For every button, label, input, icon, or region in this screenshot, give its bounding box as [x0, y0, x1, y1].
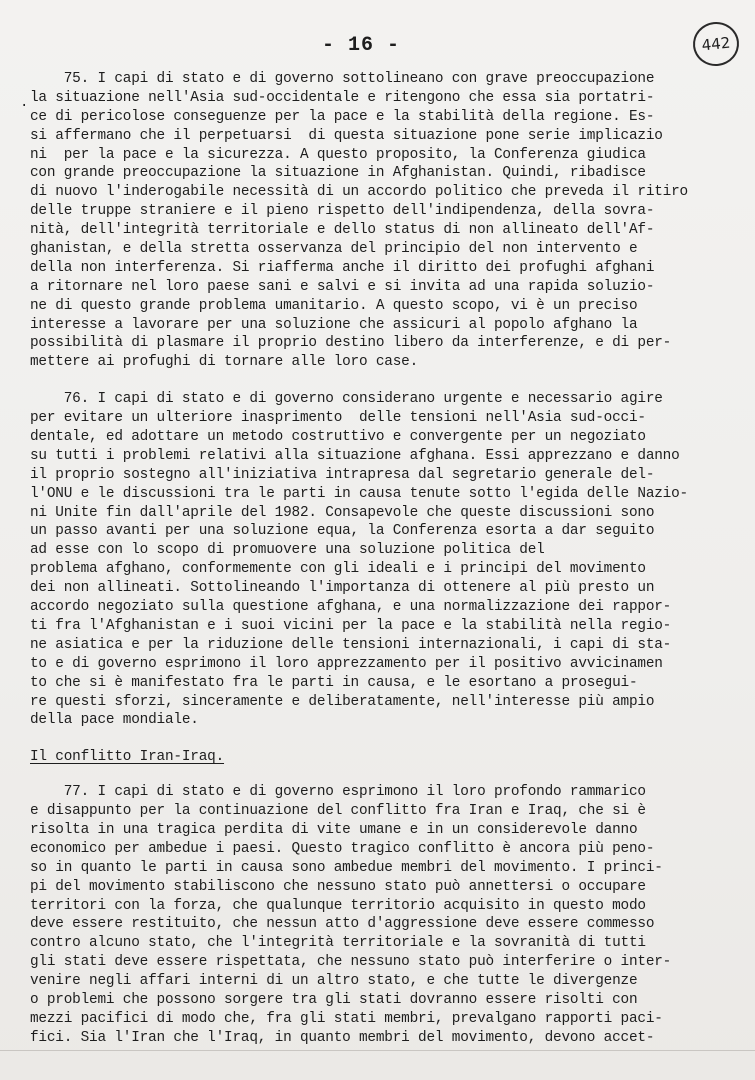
text-line: interesse a lavorare per una soluzione che assicuri al popolo afghano la	[30, 316, 638, 333]
text-line: delle truppe straniere e il pieno rispetto dell'indipendenza, della sovra-	[30, 203, 655, 220]
text-line: con grande preoccupazione la situazione in Afghanistan. Quindi, ribadisce	[30, 165, 646, 182]
section-heading: Il conflitto Iran-Iraq.	[30, 749, 225, 766]
text-line: mezzi pacifici di modo che, fra gli stati membri, prevalgano rapporti paci-	[30, 1010, 663, 1027]
text-line: su tutti i problemi relativi alla situazione afghana. Essi apprezzano e danno	[30, 447, 680, 464]
text-line: contro alcuno stato, che l'integrità territoriale e la sovranità di tutti	[30, 935, 646, 952]
page-edge	[0, 1050, 755, 1051]
text-line: l'ONU e le discussioni tra le parti in causa tenute sotto l'egida delle Nazio-	[30, 485, 688, 502]
paragraph-75	[30, 70, 730, 372]
text-line: e disappunto per la continuazione del conflitto fra Iran e Iraq, che si è	[30, 803, 646, 820]
text-line: 77. I capi di stato e di governo esprimono il loro profondo rammarico	[30, 784, 646, 801]
text-line: di nuovo l'inderogabile necessità di un accordo politico che preveda il ritiro	[30, 184, 688, 201]
text-line: ni per la pace e la sicurezza. A questo proposito, la Conferenza giudica	[30, 146, 646, 163]
text-line: territori con la forza, che qualunque territorio acquisito in questo modo	[30, 897, 646, 914]
text-line: ne asiatica e per la riduzione delle tensioni internazionali, i capi di sta-	[30, 636, 672, 653]
document-body	[30, 70, 730, 1048]
text-line: della non interferenza. Si riafferma anche il diritto dei profughi afghani	[30, 259, 655, 276]
text-line: to e di governo esprimono il loro apprezzamento per il positivo avvicinamen	[30, 655, 663, 672]
text-line: la situazione nell'Asia sud-occidentale e ritengono che essa sia portatri-	[30, 89, 655, 106]
text-line: mettere ai profughi di tornare alle loro case.	[30, 354, 419, 371]
text-line: venire negli affari interni di un altro stato, e che tutte le divergenze	[30, 973, 638, 990]
text-line: possibilità di plasmare il proprio destino libero da interferenze, e di per-	[30, 335, 672, 352]
paragraph-77	[30, 783, 730, 1047]
text-line: 76. I capi di stato e di governo considerano urgente e necessario agire	[30, 391, 663, 408]
text-line: accordo negoziato sulla questione afghana, e una normalizzazione dei rappor-	[30, 599, 672, 616]
text-line: dei non allineati. Sottolineando l'importanza di ottenere al più presto un	[30, 580, 655, 597]
text-line: per evitare un ulteriore inasprimento delle tensioni nell'Asia sud-occi-	[30, 410, 646, 427]
archive-number-stamp: 442	[691, 20, 741, 69]
text-line: fici. Sia l'Iran che l'Iraq, in quanto membri del movimento, devono accet-	[30, 1029, 655, 1046]
text-line: problema afghano, conformemente con gli ideali e i principi del movimento	[30, 561, 646, 578]
text-line: un passo avanti per una soluzione equa, la Conferenza esorta a dar seguito	[30, 523, 655, 540]
text-line: ne di questo grande problema umanitario. A questo scopo, vi è un preciso	[30, 297, 638, 314]
text-line: ni Unite fin dall'aprile del 1982. Consapevole che queste discussioni sono	[30, 504, 655, 521]
text-line: deve essere restituito, che nessun atto d'aggressione deve essere commesso	[30, 916, 655, 933]
text-line: si affermano che il perpetuarsi di questa situazione pone serie implicazio	[30, 127, 663, 144]
text-line: a ritornare nel loro paese sani e salvi e si invita ad una rapida soluzio-	[30, 278, 655, 295]
paragraph-76	[30, 390, 730, 730]
text-line: dentale, ed adottare un metodo costruttivo e convergente per un negoziato	[30, 429, 646, 446]
text-line: so in quanto le parti in causa sono ambedue membri del movimento. I princi-	[30, 859, 663, 876]
text-line: 75. I capi di stato e di governo sottolineano con grave preoccupazione	[30, 71, 655, 87]
text-line: to che si è manifestato fra le parti in causa, e le esortano a prosegui-	[30, 674, 638, 691]
margin-mark: ·	[20, 98, 29, 114]
text-line: risolta in una tragica perdita di vite umane e in un considerevole danno	[30, 821, 638, 838]
text-line: re questi sforzi, sinceramente e deliberatamente, nell'interesse più ampio	[30, 693, 655, 710]
text-line: ad esse con lo scopo di promuovere una soluzione politica del	[30, 542, 545, 559]
text-line: pi del movimento stabiliscono che nessuno stato può annettersi o occupare	[30, 878, 646, 895]
text-line: economico per ambedue i paesi. Questo tragico conflitto è ancora più peno-	[30, 840, 655, 857]
text-line: ti fra l'Afghanistan e i suoi vicini per la pace e la stabilità nella regio-	[30, 617, 672, 634]
text-line: ce di pericolose conseguenze per la pace e la stabilità della regione. Es-	[30, 108, 655, 125]
text-line: o problemi che possono sorgere tra gli stati dovranno essere risolti con	[30, 991, 638, 1008]
page-number: - 16 -	[322, 34, 401, 57]
text-line: della pace mondiale.	[30, 712, 199, 729]
text-line: nità, dell'integrità territoriale e dello status di non allineato dell'Af-	[30, 222, 655, 239]
text-line: gli stati deve essere rispettata, che nessuno stato può interferire o inter-	[30, 954, 672, 971]
text-line: ghanistan, e della stretta osservanza del principio del non intervento e	[30, 241, 638, 258]
text-line: il proprio sostegno all'iniziativa intrapresa dal segretario generale del-	[30, 466, 655, 483]
